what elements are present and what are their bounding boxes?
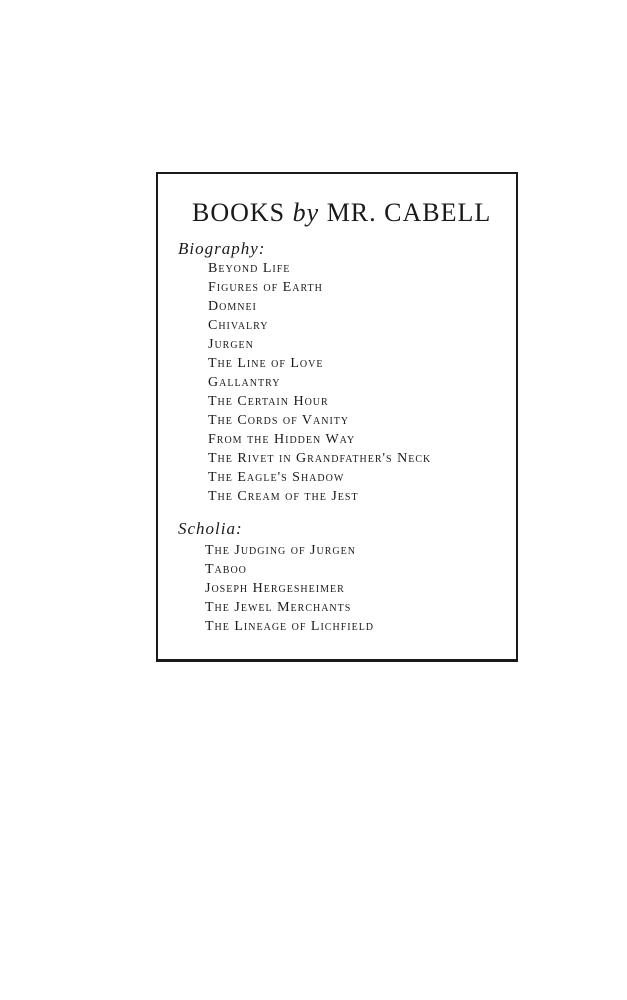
list-item: The Jewel Merchants (205, 600, 352, 615)
scholia-list (205, 541, 374, 636)
list-item: Joseph Hergesheimer (205, 581, 345, 596)
biography-list (208, 259, 431, 506)
list-item: From the Hidden Way (208, 432, 356, 447)
title-author: MR. CABELL (326, 198, 492, 227)
list-item: Beyond Life (208, 261, 291, 276)
list-item: Domnei (208, 299, 257, 314)
section-label-biography: Biography: (178, 239, 266, 258)
title-by: by (292, 198, 320, 227)
title-books: BOOKS (192, 198, 286, 227)
list-item: The Rivet in Grandfather's Neck (208, 451, 432, 466)
list-item: Figures of Earth (208, 280, 323, 295)
page-title (192, 198, 491, 228)
list-item: The Certain Hour (208, 394, 329, 409)
list-item: The Cords of Vanity (208, 413, 350, 428)
list-item: Taboo (205, 562, 247, 577)
list-item: Jurgen (208, 337, 254, 352)
list-item: The Eagle's Shadow (208, 470, 345, 485)
list-item: The Lineage of Lichfield (205, 619, 375, 634)
list-item: The Line of Love (208, 356, 324, 371)
section-label-scholia: Scholia: (178, 519, 243, 538)
list-item: The Judging of Jurgen (205, 543, 356, 558)
list-item: The Cream of the Jest (208, 489, 359, 504)
list-item: Gallantry (208, 375, 281, 390)
list-item: Chivalry (208, 318, 269, 333)
